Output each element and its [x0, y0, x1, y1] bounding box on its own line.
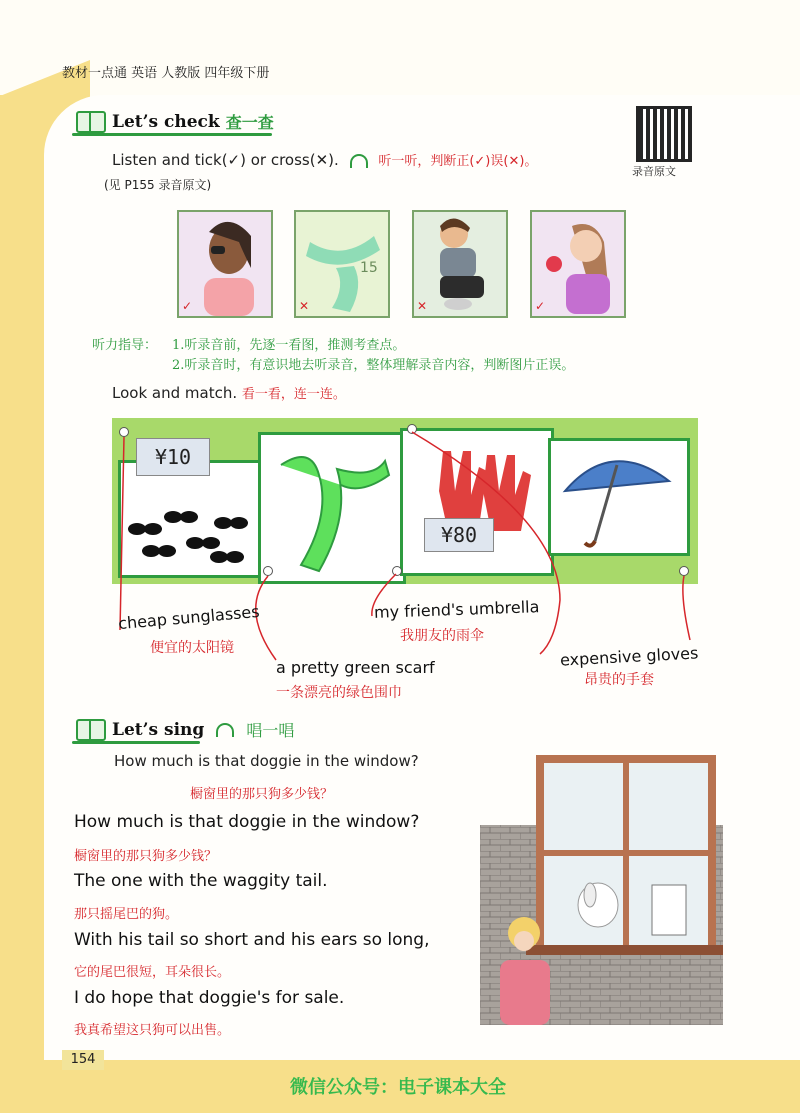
label-expensive-gloves: expensive gloves	[559, 643, 699, 670]
mark-3: ✕	[417, 299, 428, 313]
listen-instruction-zh: 听一听，判断正(✓)误(✕)。	[378, 154, 538, 169]
lyric-line-1: How much is that doggie in the window?	[74, 812, 420, 832]
listen-instruction-en: Listen and tick(✓) or cross(✕).	[112, 151, 339, 169]
running-header: 教材一点通 英语 人教版 四年级下册	[62, 66, 270, 81]
lets-sing-title-zh: 唱一唱	[246, 721, 295, 740]
lets-sing-heading	[76, 718, 294, 741]
lyric-line-2-zh: 那只摇尾巴的狗。	[74, 907, 179, 922]
transcript-note: (见 P155 录音原文)	[104, 178, 212, 192]
label-expensive-gloves-zh: 昂贵的手套	[584, 672, 654, 688]
label-green-scarf: a pretty green scarf	[276, 658, 435, 677]
lyric-line-4: I do hope that doggie's for sale.	[74, 988, 345, 1008]
qr-code-label: 录音原文	[632, 165, 676, 178]
lyric-line-3-zh: 它的尾巴很短，耳朵很长。	[74, 965, 231, 980]
match-instruction-en: Look and match.	[112, 384, 238, 402]
footer-watermark: 微信公众号：电子课本大全	[290, 1077, 506, 1098]
song-title-zh: 橱窗里的那只狗多少钱？	[190, 787, 334, 802]
lets-sing-title: Let’s sing	[112, 719, 205, 740]
price-tag-80: ¥80	[424, 518, 494, 552]
lyric-line-3: With his tail so short and his ears so long,	[74, 930, 430, 950]
guide-line-2: 2.听录音时，有意识地去听录音，整体理解录音内容，判断图片正误。	[172, 358, 575, 373]
lets-check-title-zh: 查一查	[225, 113, 274, 132]
song-title: How much is that doggie in the window?	[114, 752, 419, 770]
price-tag-10: ¥10	[136, 438, 210, 476]
lyric-line-1-zh: 橱窗里的那只狗多少钱？	[74, 849, 218, 864]
svg-text:15: 15	[360, 260, 378, 276]
guide-label: 听力指导：	[92, 338, 158, 353]
lyric-line-4-zh: 我真希望这只狗可以出售。	[74, 1023, 231, 1038]
label-green-scarf-zh: 一条漂亮的绿色围巾	[276, 685, 402, 701]
heading-underline	[72, 741, 200, 744]
mark-2: ✕	[299, 299, 310, 313]
book-icon	[76, 719, 106, 741]
mark-4: ✓	[535, 299, 546, 313]
lyric-line-2: The one with the waggity tail.	[74, 871, 328, 891]
label-cheap-sunglasses-zh: 便宜的太阳镜	[150, 640, 234, 656]
guide-line-1: 1.听录音前，先逐一看图，推测考查点。	[172, 338, 406, 353]
mark-1: ✓	[182, 299, 193, 313]
doggie-window-illustration	[480, 755, 723, 1025]
headphone-icon	[216, 723, 234, 737]
page-number: 154	[62, 1050, 104, 1070]
label-friends-umbrella: my friend's umbrella	[373, 597, 540, 622]
lets-check-title: Let’s check	[112, 111, 220, 132]
label-friends-umbrella-zh: 我朋友的雨伞	[400, 628, 484, 644]
match-instruction-zh: 看一看，连一连。	[241, 387, 346, 402]
label-cheap-sunglasses: cheap sunglasses	[117, 601, 261, 634]
